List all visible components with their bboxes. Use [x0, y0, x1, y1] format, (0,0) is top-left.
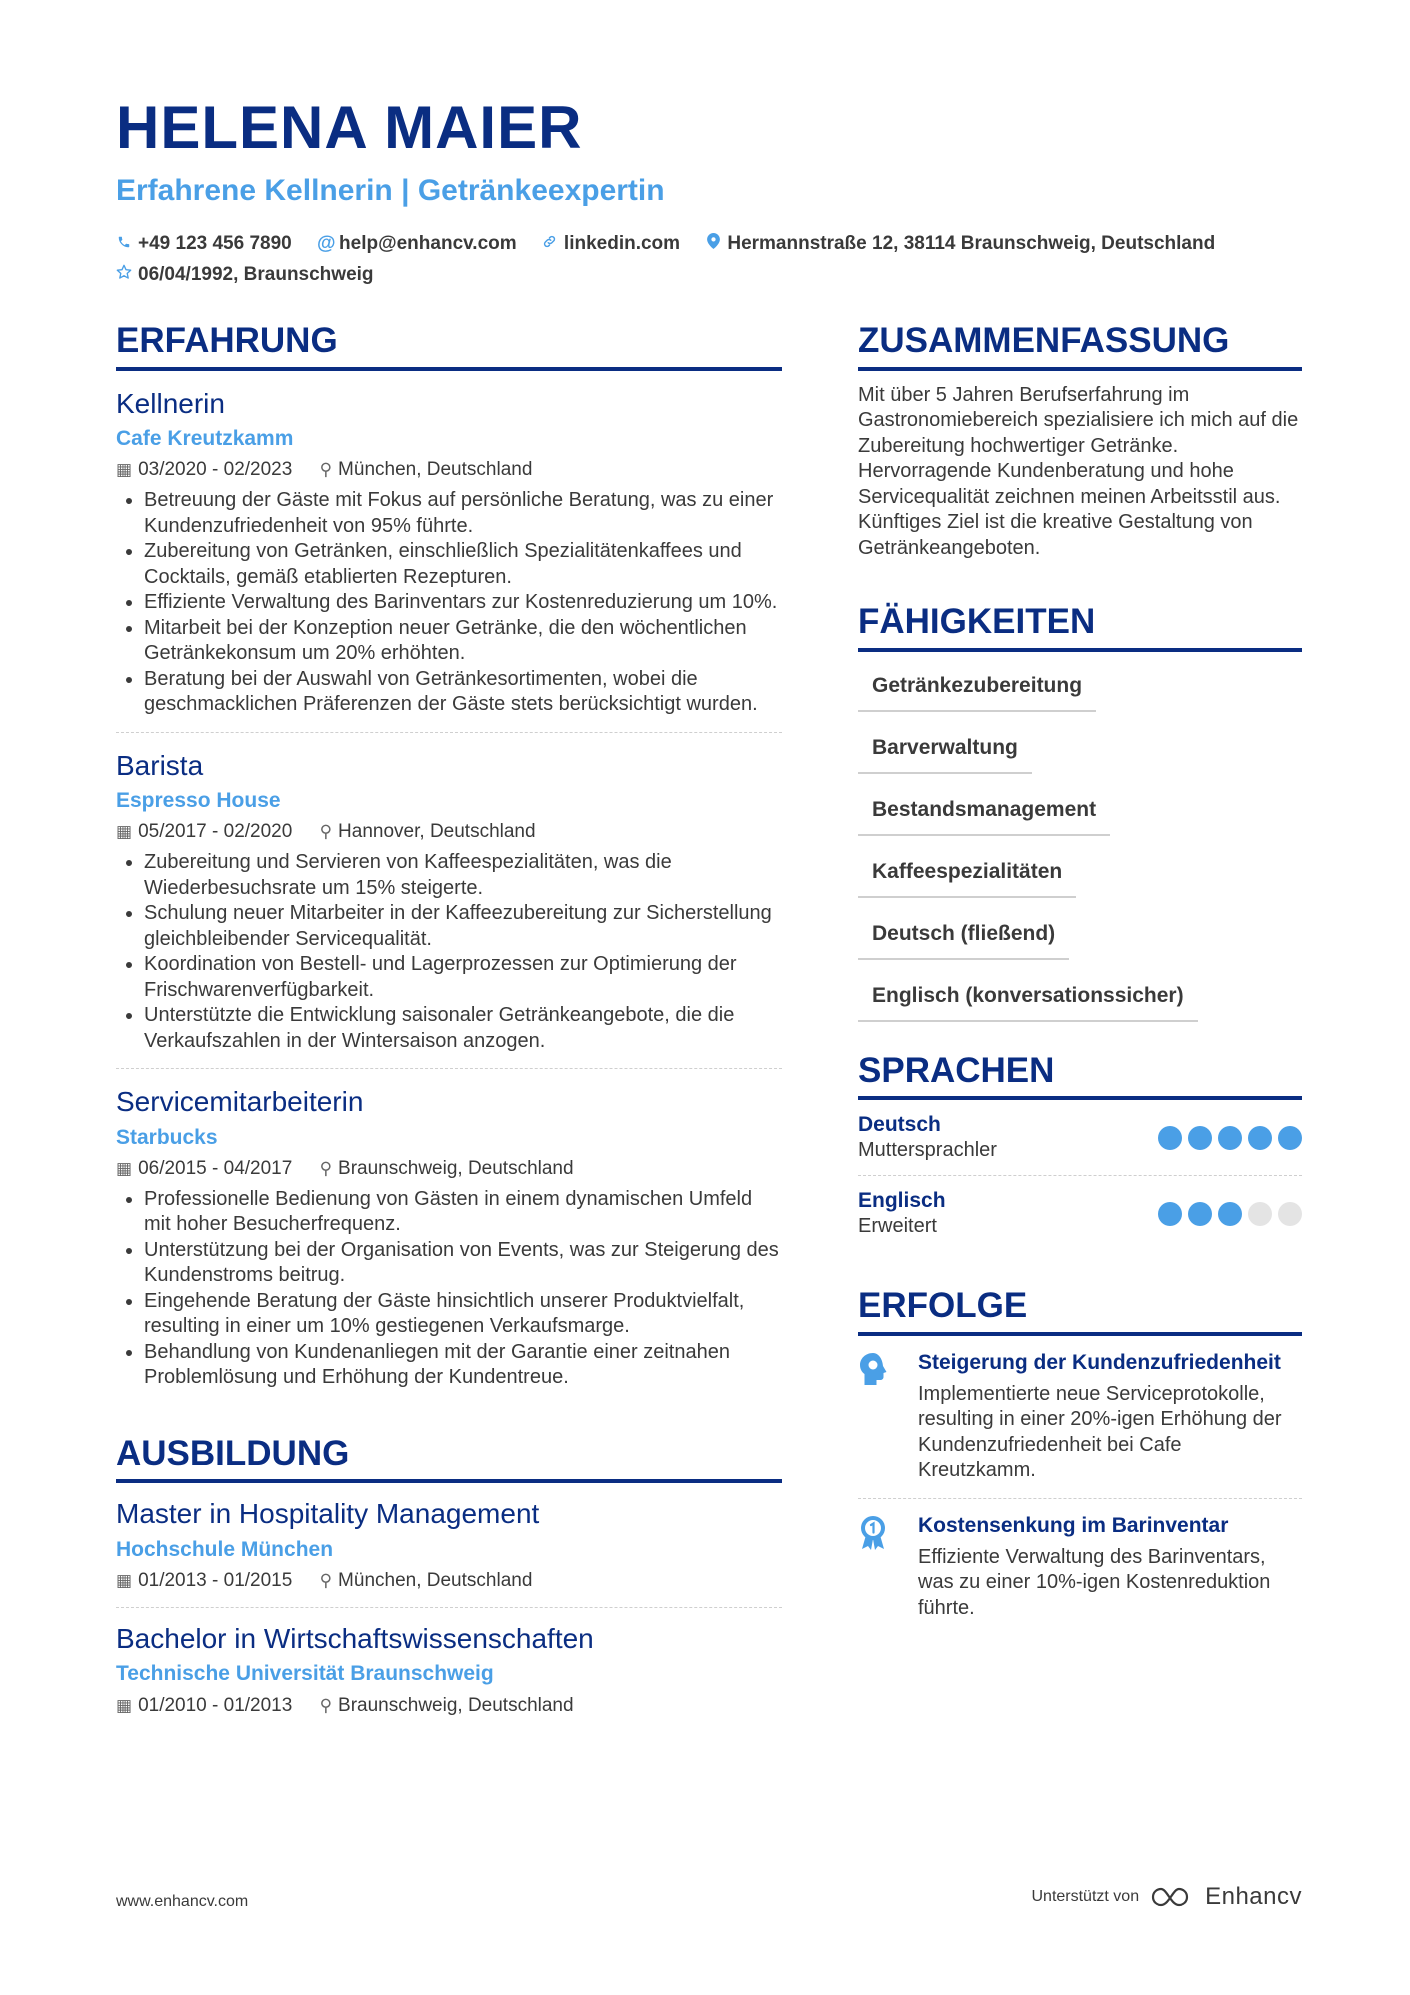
job-company: Espresso House	[116, 789, 281, 813]
link-icon	[542, 228, 558, 259]
language-rating	[1158, 1202, 1302, 1226]
edu-degree: Master in Hospitality Management	[116, 1498, 540, 1530]
phone-icon	[116, 228, 132, 259]
location-pin-icon: ⚲	[319, 1695, 333, 1715]
candidate-name: HELENA MAIER	[116, 94, 583, 161]
skill-tag: Kaffeespezialitäten	[858, 856, 1076, 898]
calendar-icon: ▦	[116, 1158, 133, 1178]
edu-school: Hochschule München	[116, 1537, 334, 1561]
location-pin-icon	[705, 228, 721, 259]
job-role: Barista	[116, 749, 204, 781]
contact-email[interactable]	[317, 228, 517, 259]
location-pin-icon: ⚲	[319, 460, 333, 480]
job-dates: 06/2015 - 04/2017	[138, 1157, 293, 1179]
languages-heading: SPRACHEN	[858, 1052, 1302, 1101]
bullet: • Effiziente Verwaltung des Barinventars zur Kostenreduzierung um 10%.	[144, 590, 782, 616]
job-meta	[116, 459, 782, 482]
job-role: Servicemitarbeiterin	[116, 1086, 364, 1118]
language-entry	[858, 1100, 1302, 1176]
job-dates: 03/2020 - 02/2023	[138, 459, 293, 481]
right-column	[858, 322, 1302, 1635]
achievement-title: Steigerung der Kundenzufriedenheit	[918, 1350, 1281, 1374]
achievement-desc: Implementierte neue Serviceprotokolle, resulting in einer 20%-igen Erhöhung der Kundenzufriedenheit bei Cafe Kreutzkamm.	[918, 1382, 1282, 1482]
experience-entry	[116, 371, 782, 733]
rating-dot-filled	[1158, 1126, 1182, 1150]
language-level: Muttersprachler	[858, 1139, 997, 1162]
candidate-title: Erfahrene Kellnerin | Getränkeexpertin	[116, 174, 665, 207]
achievement-entry	[858, 1499, 1302, 1636]
experience-heading: ERFAHRUNG	[116, 322, 782, 371]
edu-meta	[116, 1695, 782, 1718]
bullet: • Professionelle Bedienung von Gästen in einem dynamischen Umfeld mit hoher Besucherfrequenz.	[144, 1187, 782, 1238]
bullet: • Unterstützung bei der Organisation von Events, was zur Steigerung des Kundenstroms beitrug.	[144, 1238, 782, 1289]
edu-school: Technische Universität Braunschweig	[116, 1662, 494, 1686]
location-pin-icon: ⚲	[319, 1571, 333, 1591]
edu-meta	[116, 1570, 782, 1593]
rating-dot-filled	[1158, 1202, 1182, 1226]
contact-birth	[116, 259, 374, 290]
job-meta	[116, 821, 782, 844]
rating-dot-filled	[1188, 1126, 1212, 1150]
bullet: • Unterstützte die Entwicklung saisonaler Getränkeangebote, die die Verkaufszahlen in der Wintersaison anzogen.	[144, 1003, 782, 1054]
bullet: • Mitarbeit bei der Konzeption neuer Getränke, die den wöchentlichen Getränkekonsum um 20% erhöhten.	[144, 616, 782, 667]
bullet: • Schulung neuer Mitarbeiter in der Kaffeezubereitung zur Sicherstellung gleichbleibender Servicequalität.	[144, 901, 782, 952]
summary-heading: ZUSAMMENFASSUNG	[858, 322, 1302, 371]
skills-list	[858, 670, 1302, 1022]
rating-dot-empty	[1278, 1202, 1302, 1226]
skill-tag: Getränkezubereitung	[858, 670, 1096, 712]
footer-branding	[1031, 1883, 1302, 1911]
job-bullets	[116, 850, 782, 1054]
education-entry	[116, 1608, 782, 1732]
bullet: • Koordination von Bestell- und Lagerprozessen zur Optimierung der Frischwarenverfügbarkeit.	[144, 952, 782, 1003]
job-meta	[116, 1158, 782, 1181]
skill-tag: Barverwaltung	[858, 732, 1032, 774]
rating-dot-filled	[1248, 1126, 1272, 1150]
language-name: Englisch	[858, 1189, 946, 1213]
job-bullets	[116, 1187, 782, 1391]
skill-tag: Englisch (konversationssicher)	[858, 980, 1198, 1022]
language-rating	[1158, 1126, 1302, 1150]
bullet: • Beratung bei der Auswahl von Getränkesortimenten, wobei die geschmacklichen Präferenzen der Gäste stets berücksichtigt wurden.	[144, 667, 782, 718]
left-column	[116, 322, 782, 1731]
rating-dot-filled	[1278, 1126, 1302, 1150]
contact-info	[116, 228, 1316, 290]
location-pin-icon: ⚲	[319, 1158, 333, 1178]
award-ribbon-icon	[858, 1513, 918, 1622]
achievements-heading: ERFOLGE	[858, 1287, 1302, 1336]
contact-linkedin[interactable]	[542, 228, 680, 259]
job-location: München, Deutschland	[338, 459, 533, 481]
job-bullets	[116, 488, 782, 718]
location-pin-icon: ⚲	[319, 822, 333, 842]
experience-entry	[116, 1069, 782, 1405]
experience-entry	[116, 733, 782, 1070]
job-dates: 05/2017 - 02/2020	[138, 821, 293, 843]
bullet: • Zubereitung und Servieren von Kaffeespezialitäten, was die Wiederbesuchsrate um 15% steigerte.	[144, 850, 782, 901]
calendar-icon: ▦	[116, 460, 133, 480]
enhancv-logo-icon	[1149, 1885, 1195, 1909]
contact-address-text: Hermannstraße 12, 38114 Braunschweig, Deutschland	[727, 233, 1216, 254]
achievement-entry	[858, 1336, 1302, 1499]
contact-birth-text: 06/04/1992, Braunschweig	[138, 264, 374, 285]
contact-linkedin-text: linkedin.com	[563, 233, 681, 254]
contact-phone-text: +49 123 456 7890	[138, 233, 292, 254]
language-name: Deutsch	[858, 1113, 941, 1136]
edu-degree: Bachelor in Wirtschaftswissenschaften	[116, 1622, 594, 1654]
edu-dates: 01/2010 - 01/2013	[138, 1694, 293, 1716]
job-company: Starbucks	[116, 1125, 218, 1149]
skills-heading: FÄHIGKEITEN	[858, 603, 1302, 652]
rating-dot-filled	[1218, 1126, 1242, 1150]
edu-location: München, Deutschland	[338, 1570, 533, 1592]
contact-email-text: help@enhancv.com	[339, 233, 517, 254]
at-icon: @	[317, 233, 336, 254]
calendar-icon: ▦	[116, 822, 133, 842]
brand-name: Enhancv	[1205, 1883, 1302, 1910]
achievement-desc: Effiziente Verwaltung des Barinventars, was zu einer 10%-igen Kostenreduktion führte.	[918, 1545, 1271, 1619]
bullet: • Behandlung von Kundenanliegen mit der Garantie einer zeitnahen Problemlösung und Erhöhung der Kundentreue.	[144, 1340, 782, 1391]
language-level: Erweitert	[858, 1215, 937, 1238]
edu-location: Braunschweig, Deutschland	[338, 1694, 574, 1716]
bullet: • Betreuung der Gäste mit Fokus auf persönliche Beratung, was zu einer Kundenzufriedenheit von 95% führte.	[144, 488, 782, 539]
bullet: • Zubereitung von Getränken, einschließlich Spezialitätenkaffees und Cocktails, gemäß etablierten Rezepturen.	[144, 539, 782, 590]
job-role: Kellnerin	[116, 387, 225, 419]
language-entry	[858, 1176, 1302, 1251]
skill-tag: Deutsch (fließend)	[858, 918, 1069, 960]
powered-by-text: Unterstützt von	[1031, 1888, 1140, 1905]
contact-address	[705, 228, 1215, 259]
summary-text: Mit über 5 Jahren Berufserfahrung im Gastronomiebereich spezialisiere ich mich auf die Zubereitung hochwertiger Getränke. Hervorragende Kundenberatung und hohe Servicequalität zeichnen meinen Arbeitsstil aus. Künftiges Ziel ist die kreative Gestaltung von Getränkeangeboten.	[858, 383, 1299, 559]
rating-dot-filled	[1188, 1202, 1212, 1226]
bullet: • Eingehende Beratung der Gäste hinsichtlich unserer Produktvielfalt, resulting in einer um 10% gestiegenen Verkaufsmarge.	[144, 1289, 782, 1340]
calendar-icon: ▦	[116, 1695, 133, 1715]
job-location: Hannover, Deutschland	[338, 821, 536, 843]
head-icon	[858, 1350, 918, 1484]
education-heading: AUSBILDUNG	[116, 1435, 782, 1484]
footer-website[interactable]: www.enhancv.com	[116, 1893, 249, 1910]
edu-dates: 01/2013 - 01/2015	[138, 1570, 293, 1592]
star-icon	[116, 259, 132, 290]
education-entry	[116, 1483, 782, 1608]
job-company: Cafe Kreutzkamm	[116, 427, 294, 451]
calendar-icon: ▦	[116, 1571, 133, 1591]
skill-tag: Bestandsmanagement	[858, 794, 1110, 836]
rating-dot-empty	[1248, 1202, 1272, 1226]
achievement-title: Kostensenkung im Barinventar	[918, 1513, 1229, 1537]
job-location: Braunschweig, Deutschland	[338, 1157, 574, 1179]
rating-dot-filled	[1218, 1202, 1242, 1226]
contact-phone[interactable]	[116, 228, 292, 259]
